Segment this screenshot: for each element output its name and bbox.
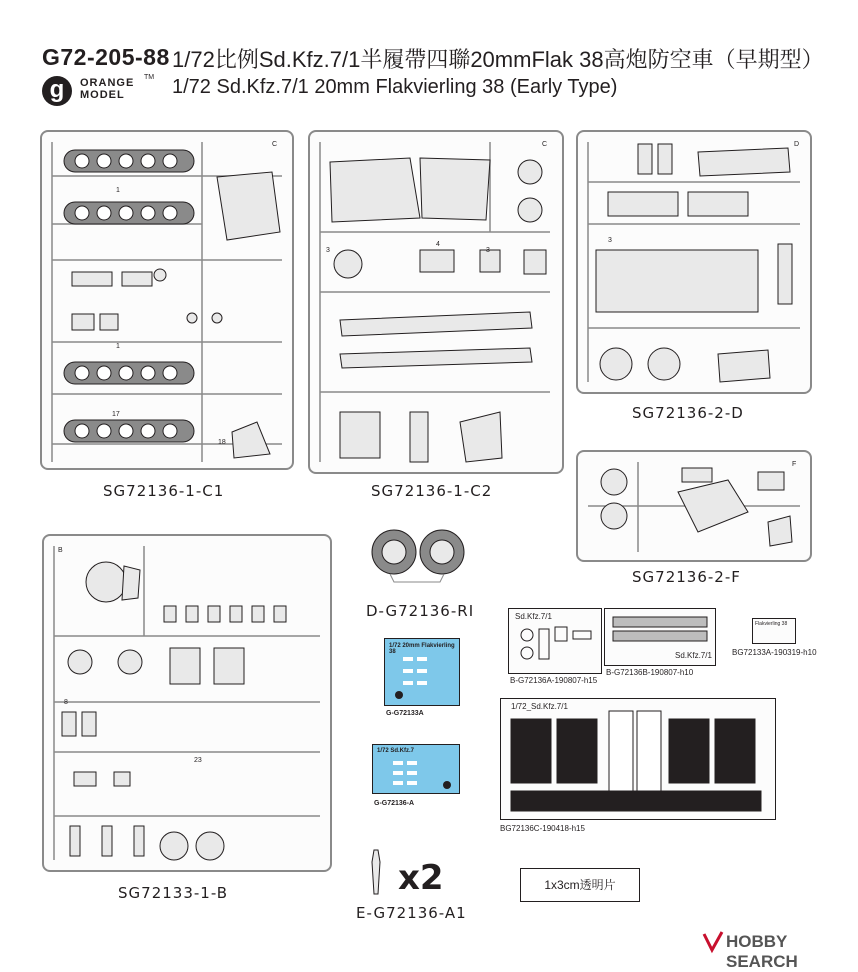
- pe-a-code: B-G72136A-190807-h15: [510, 676, 598, 685]
- part-a1: [366, 850, 386, 900]
- logo-orange-text: ORANGE: [80, 77, 135, 89]
- sprue-f-parts: [578, 452, 810, 560]
- sprue-b-frame: [42, 534, 332, 872]
- product-title-chinese: 1/72比例Sd.Kfz.7/1半履帶四聯20mmFlak 38高炮防空車（早期型）: [172, 47, 824, 72]
- sprue-b-label: SG72133-1-B: [118, 884, 228, 902]
- hobby-search-watermark: [702, 930, 850, 971]
- svg-text:1: 1: [116, 187, 120, 194]
- rubber-tires: [370, 524, 468, 584]
- decal-1-code: G-G72133A: [386, 710, 424, 717]
- svg-text:1: 1: [116, 343, 120, 350]
- photoetch-c-sheet: [500, 698, 776, 820]
- sprue-c1-parts: [42, 132, 292, 468]
- pe-flak-code: BG72133A-190319-h10: [732, 648, 817, 657]
- sprue-f-frame: [576, 450, 812, 562]
- decal-2-title: 1/72 Sd.Kfz.7: [377, 748, 415, 754]
- watermark-logo-icon: [702, 930, 724, 952]
- sprue-c1-label: SG72136-1-C1: [103, 482, 225, 500]
- sprue-c2-label: SG72136-1-C2: [371, 482, 493, 500]
- pe-c-code: BG72136C-190418-h15: [500, 824, 585, 833]
- sprue-a1-label: E-G72136-A1: [356, 904, 467, 922]
- pe-a-title: Sd.Kfz.7/1: [515, 612, 552, 621]
- svg-text:B: B: [58, 547, 63, 554]
- svg-text:F: F: [792, 461, 797, 468]
- svg-text:3: 3: [608, 237, 612, 244]
- sprue-c2-frame: [308, 130, 564, 474]
- svg-text:23: 23: [194, 757, 202, 764]
- pe-a-parts: [509, 609, 601, 673]
- decal-sheet-sdkfz7: [372, 744, 460, 794]
- pe-b-title: Sd.Kfz.7/1: [675, 651, 712, 660]
- a1-drawing: [366, 850, 386, 900]
- photoetch-b-sheet: [604, 608, 716, 666]
- sprue-ri-label: D-G72136-RI: [366, 602, 475, 620]
- pe-c-title: 1/72_Sd.Kfz.7/1: [511, 702, 568, 711]
- svg-text:18: 18: [218, 439, 226, 446]
- pe-b-code: B-G72136B-190807-h10: [606, 668, 694, 677]
- quantity-multiplier: x2: [398, 858, 444, 898]
- sprue-d-label: SG72136-2-D: [632, 404, 744, 422]
- svg-text:4: 4: [436, 241, 440, 248]
- product-title-english: 1/72 Sd.Kfz.7/1 20mm Flakvierling 38 (Early Type): [172, 76, 618, 98]
- sprue-c2-parts: [310, 132, 562, 472]
- decal-sheet-flakvierling: [384, 638, 460, 706]
- logo-trademark: TM: [144, 74, 155, 81]
- svg-text:3: 3: [326, 247, 330, 254]
- svg-text:17: 17: [112, 411, 120, 418]
- pe-flak-title: Flakvierling 38: [755, 621, 788, 627]
- logo-model-text: MODEL: [80, 89, 125, 101]
- clear-sheet-box: 1x3cm透明片: [520, 868, 640, 902]
- decal-2-marks: [373, 745, 459, 793]
- sprue-c1-frame: [40, 130, 294, 470]
- svg-text:C: C: [542, 141, 548, 148]
- svg-text:C: C: [272, 141, 278, 148]
- product-code: G72-205-88: [42, 44, 170, 70]
- svg-text:3: 3: [486, 247, 490, 254]
- decal-1-title: 1/72 20mm Flakvierling 38: [389, 643, 455, 655]
- photoetch-a-sheet: [508, 608, 602, 674]
- watermark-text: HOBBY SEARCH: [726, 932, 798, 971]
- tires-drawing: [370, 524, 468, 584]
- sprue-f-label: SG72136-2-F: [632, 568, 741, 586]
- pe-c-parts: [501, 699, 775, 819]
- decal-1-marks: [385, 639, 459, 705]
- decal-2-code: G-G72136-A: [374, 800, 415, 807]
- photoetch-flak-sheet: [752, 618, 796, 644]
- logo-g-mark: g: [42, 76, 72, 106]
- sprue-b-parts: [44, 536, 330, 870]
- sprue-d-frame: [576, 130, 812, 394]
- orange-model-logo: [42, 74, 162, 108]
- sprue-d-parts: [578, 132, 810, 392]
- svg-text:D: D: [794, 141, 800, 148]
- svg-text:8: 8: [64, 699, 68, 706]
